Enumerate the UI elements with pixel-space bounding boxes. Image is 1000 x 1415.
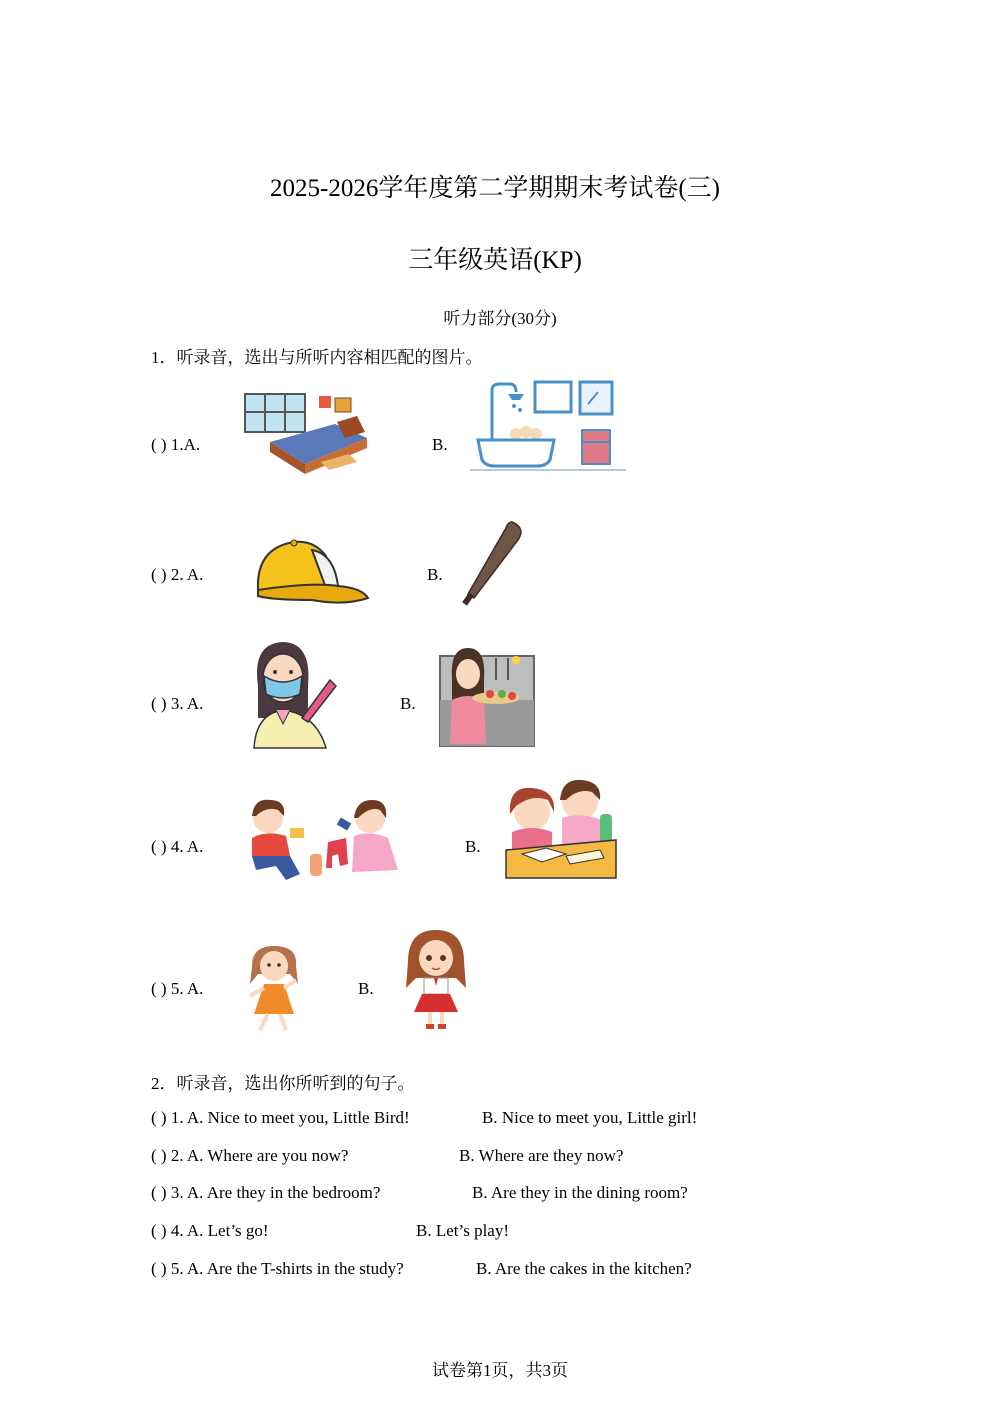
- q1-item-4-option-b: B.: [465, 837, 481, 856]
- q1-item-4-label: ( ) 4. A.: [151, 837, 204, 856]
- kids-studying-image: [504, 778, 618, 884]
- page-footer: 试卷第1页，共3页: [432, 1361, 568, 1380]
- girl-in-red-skirt-image: [404, 928, 468, 1030]
- section-heading: 听力部分(30分): [443, 309, 557, 328]
- q2-item-5-option-a: ( ) 5. A. Are the T-shirts in the study?: [151, 1259, 404, 1278]
- q2-item-2-option-a: ( ) 2. A. Where are you now?: [151, 1146, 349, 1165]
- question-2-instruction: 2．听录音，选出你所听到的句子。: [151, 1074, 415, 1093]
- q2-item-4-option-b: B. Let’s play!: [416, 1221, 510, 1240]
- bedroom-image: [245, 392, 375, 477]
- kids-playing-blocks-image: [246, 796, 412, 886]
- q1-item-3-option-b: B.: [400, 694, 416, 713]
- q1-item-2-label: ( ) 2. A.: [151, 565, 204, 584]
- q2-item-5-option-b: B. Are the cakes in the kitchen?: [476, 1259, 692, 1278]
- q2-item-1-option-b: B. Nice to meet you, Little girl!: [482, 1108, 698, 1127]
- q1-item-5-label: ( ) 5. A.: [151, 979, 204, 998]
- q2-item-1-option-a: ( ) 1. A. Nice to meet you, Little Bird!: [151, 1108, 410, 1127]
- page-subtitle: 三年级英语(KP): [408, 247, 582, 274]
- bathroom-image: [470, 380, 626, 476]
- cook-image: [436, 644, 536, 748]
- q1-item-5-option-b: B.: [358, 979, 374, 998]
- q1-item-1-option-b: B.: [432, 435, 448, 454]
- question-1-instruction: 1．听录音，选出与所听内容相匹配的图片。: [151, 348, 483, 367]
- page-title: 2025-2026学年度第二学期期末考试卷(三): [270, 175, 720, 202]
- dancing-girl-image: [246, 944, 302, 1036]
- doctor-image: [250, 638, 336, 748]
- baseball-bat-image: [460, 520, 526, 608]
- q2-item-2-option-b: B. Where are they now?: [459, 1146, 624, 1165]
- q2-item-4-option-a: ( ) 4. A. Let’s go!: [151, 1221, 269, 1240]
- cap-image: [252, 538, 372, 606]
- q1-item-3-label: ( ) 3. A.: [151, 694, 204, 713]
- q2-item-3-option-a: ( ) 3. A. Are they in the bedroom?: [151, 1183, 381, 1202]
- q2-item-3-option-b: B. Are they in the dining room?: [472, 1183, 688, 1202]
- q1-item-2-option-b: B.: [427, 565, 443, 584]
- q1-item-1-label: ( ) 1.A.: [151, 435, 201, 454]
